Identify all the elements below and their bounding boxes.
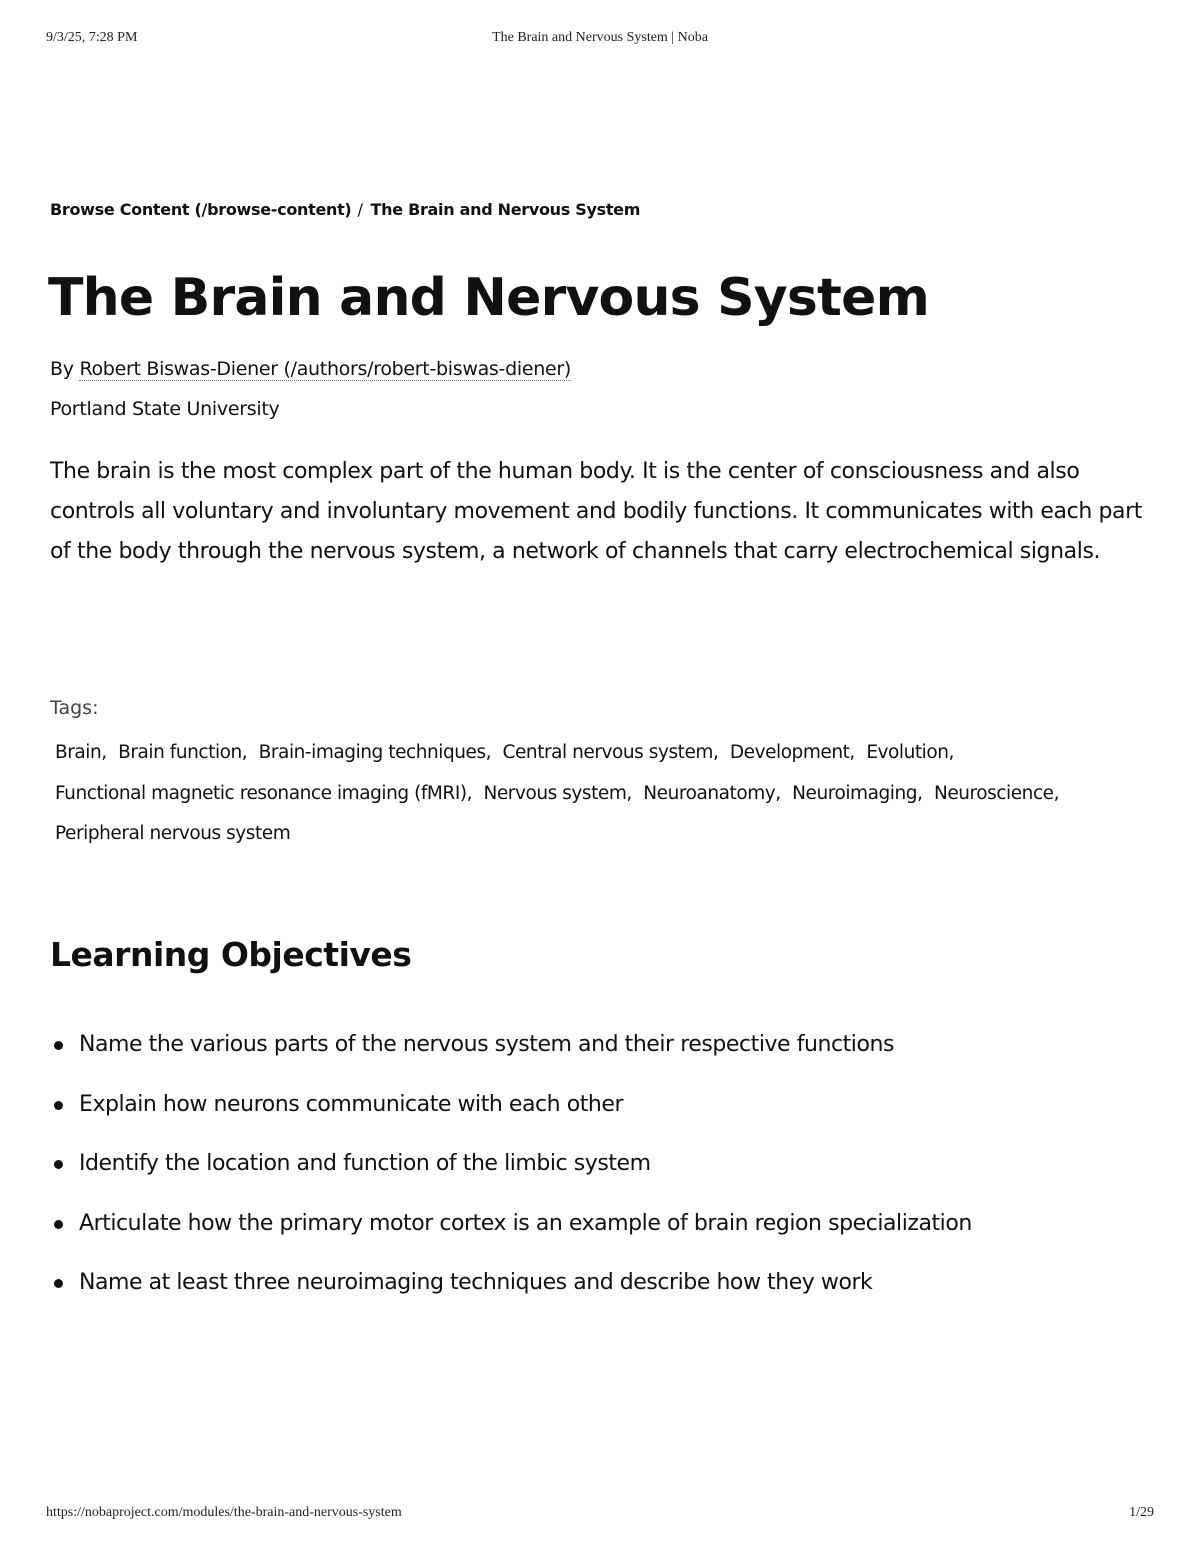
- list-item: [50, 1086, 1160, 1146]
- objective-text: Name the various parts of the nervous system and their respective functions: [79, 1032, 894, 1057]
- print-header: [46, 30, 1154, 50]
- tag-link[interactable]: Development,: [729, 742, 855, 763]
- print-date: 9/3/25, 7:28 PM: [46, 30, 138, 45]
- list-item: [50, 1205, 1160, 1265]
- tag-link[interactable]: Brain,: [55, 742, 107, 763]
- breadcrumb-separator: /: [357, 200, 363, 219]
- bullet-icon: [54, 1160, 63, 1169]
- tag-link[interactable]: Neuroimaging,: [792, 782, 923, 804]
- author-affiliation: Portland State University: [50, 398, 280, 420]
- tags-list: [55, 733, 1165, 855]
- print-document-title: The Brain and Nervous System | Noba: [492, 30, 708, 45]
- objective-text: Explain how neurons communicate with each other: [79, 1091, 624, 1117]
- page-title: The Brain and Nervous System: [48, 268, 929, 328]
- list-item: [50, 1026, 1160, 1086]
- bullet-icon: [54, 1220, 63, 1229]
- objective-text: Articulate how the primary motor cortex is an example of brain region specialization: [79, 1210, 972, 1236]
- bullet-icon: [54, 1279, 63, 1288]
- list-item: [50, 1264, 1160, 1324]
- bullet-icon: [54, 1041, 63, 1050]
- learning-objectives-list: [50, 1026, 1160, 1324]
- objective-text: Identify the location and function of the limbic system: [79, 1151, 651, 1176]
- module-abstract: The brain is the most complex part of the human body. It is the center of consciousness and also controls all voluntary and involuntary movement and bodily functions. It communicates with each part of the body through the nervous system, a network of channels that carry electrochemical signals.: [50, 459, 1142, 564]
- tag-link[interactable]: Central nervous system,: [502, 742, 719, 763]
- breadcrumb: [50, 200, 640, 219]
- print-url: https://nobaproject.com/modules/the-brain-and-nervous-system: [46, 1505, 402, 1520]
- page-number: 1/29: [1129, 1505, 1154, 1520]
- tag-link[interactable]: Evolution,: [866, 742, 954, 763]
- list-item: [50, 1145, 1160, 1205]
- tag-link[interactable]: Brain function,: [118, 742, 248, 763]
- objective-text: Name at least three neuroimaging techniques and describe how they work: [79, 1270, 873, 1295]
- tag-link[interactable]: Peripheral nervous system: [55, 823, 291, 844]
- tag-link[interactable]: Brain-imaging techniques,: [258, 742, 492, 763]
- tags-label: Tags:: [50, 697, 99, 719]
- breadcrumb-browse-content-link[interactable]: Browse Content (/browse-content): [50, 200, 352, 219]
- byline: [50, 358, 571, 380]
- tag-link[interactable]: Neuroanatomy,: [643, 782, 781, 804]
- learning-objectives-heading: Learning Objectives: [50, 935, 412, 974]
- breadcrumb-current: The Brain and Nervous System: [370, 200, 641, 219]
- byline-prefix: By: [50, 358, 74, 380]
- author-link[interactable]: Robert Biswas-Diener (/authors/robert-biswas-diener): [79, 358, 571, 380]
- tag-link[interactable]: Functional magnetic resonance imaging (fMRI),: [55, 782, 473, 804]
- tag-link[interactable]: Nervous system,: [483, 782, 632, 804]
- print-footer: [46, 1505, 1154, 1525]
- tag-link[interactable]: Neuroscience,: [933, 782, 1060, 804]
- bullet-icon: [54, 1101, 63, 1110]
